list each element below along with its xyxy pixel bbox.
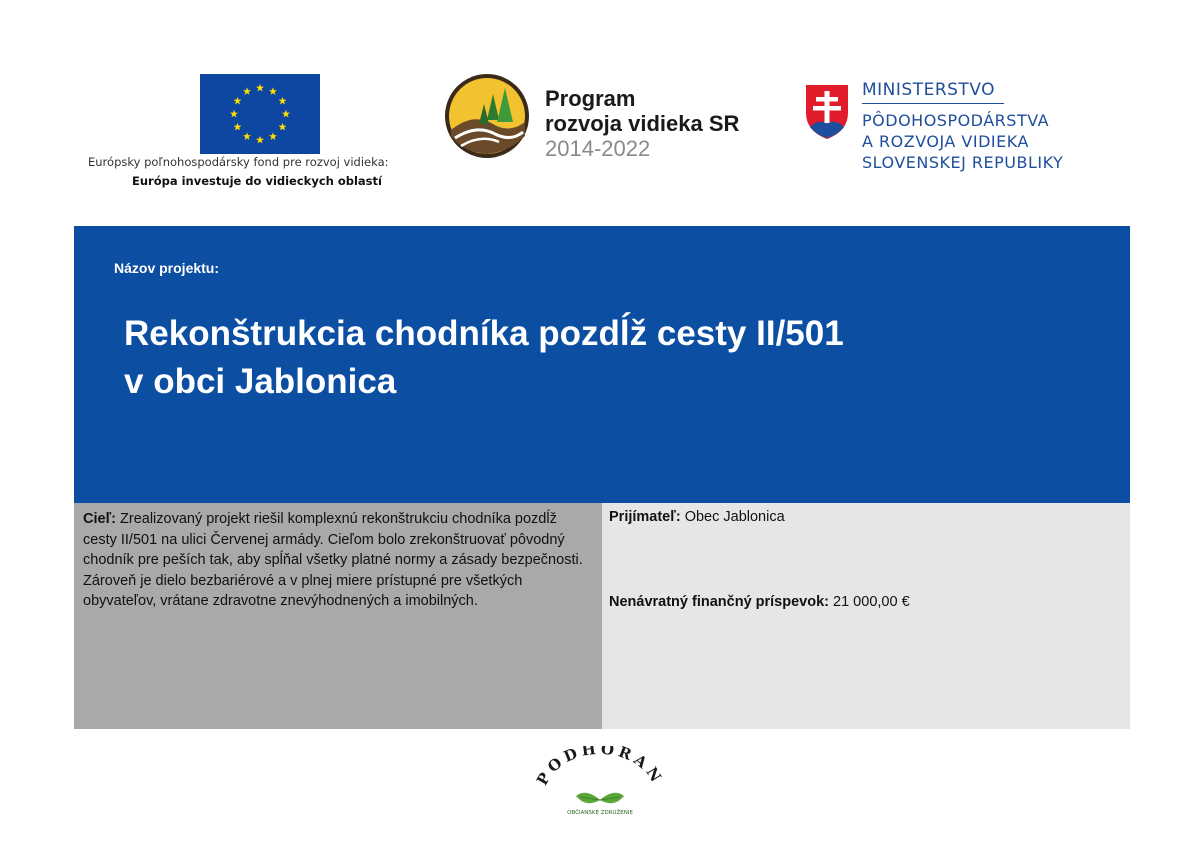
eu-star	[279, 123, 287, 131]
program-title-line1: Program	[545, 86, 636, 111]
project-title	[124, 310, 1084, 406]
goal-panel	[74, 503, 602, 729]
goal-paragraph-1	[83, 509, 588, 571]
eu-star	[269, 87, 277, 95]
eu-star	[269, 132, 277, 140]
eu-star	[233, 123, 241, 131]
podhoran-subtitle: OBČIANSKE ZDRUŽENIE	[567, 810, 633, 816]
project-title-line2: v obci Jablonica	[124, 362, 397, 401]
eu-star	[256, 84, 264, 92]
eu-star	[256, 136, 264, 144]
funding-panel	[602, 503, 1130, 729]
contribution-row	[609, 594, 910, 610]
recipient-label: Prijímateľ:	[609, 509, 681, 525]
contribution-value: 21 000,00 €	[829, 594, 910, 610]
ministry-name-line2: PÔDOHOSPODÁRSTVA	[862, 111, 1050, 130]
eu-star	[282, 110, 290, 118]
eu-star	[279, 97, 287, 105]
ministry-divider	[862, 103, 1004, 104]
goal-description	[83, 509, 588, 612]
ministry-name-line3: A ROZVOJA VIDIEKA	[862, 132, 1029, 151]
goal-label: Cieľ:	[83, 511, 116, 527]
eu-fund-caption: Európsky poľnohospodársky fond pre rozvoj vidieka:	[88, 155, 389, 169]
eu-star	[243, 87, 251, 95]
program-years: 2014-2022	[545, 136, 651, 161]
goal-text-1: Zrealizovaný projekt riešil komplexnú rekonštrukciu chodníka pozdĺž cesty II/501 na ulici Červenej armády. Cieľom bolo zrekonštruovať pôvodný chodník pre peších tak, aby spĺňal všetky platné normy a zásady bezpečnosti.	[83, 511, 583, 568]
podhoran-leaves-icon	[576, 793, 624, 803]
program-title-line2: rozvoja vidieka SR	[545, 111, 740, 136]
project-name-label: Názov projektu:	[114, 260, 220, 276]
project-title-line1: Rekonštrukcia chodníka pozdĺž cesty II/501	[124, 314, 844, 353]
eu-star	[230, 110, 238, 118]
eu-star	[243, 132, 251, 140]
podhoran-name: PODHORAN	[533, 746, 667, 789]
eu-slogan: Európa investuje do vidieckych oblastí	[132, 174, 382, 188]
svg-text:PODHORAN	[533, 746, 667, 788]
program-rozvoja-vidieka-emblem-icon	[443, 72, 531, 160]
slovak-coat-of-arms-icon	[804, 83, 850, 141]
ministry-name-line4: SLOVENSKEJ REPUBLIKY	[862, 153, 1064, 172]
eu-star	[233, 97, 241, 105]
contribution-label: Nenávratný finančný príspevok:	[609, 594, 829, 610]
goal-text-2: Zároveň je dielo bezbariérové a v plnej miere prístupné pre všetkých obyvateľov, vrátane zdravotne znevýhodnených a imobilných.	[83, 572, 523, 609]
project-title-panel	[74, 226, 1130, 503]
ministry-name-line1: MINISTERSTVO	[862, 80, 996, 100]
eu-flag-icon	[200, 74, 320, 154]
recipient-value: Obec Jablonica	[680, 509, 785, 525]
recipient-row	[609, 509, 785, 525]
podhoran-logo	[530, 746, 670, 818]
